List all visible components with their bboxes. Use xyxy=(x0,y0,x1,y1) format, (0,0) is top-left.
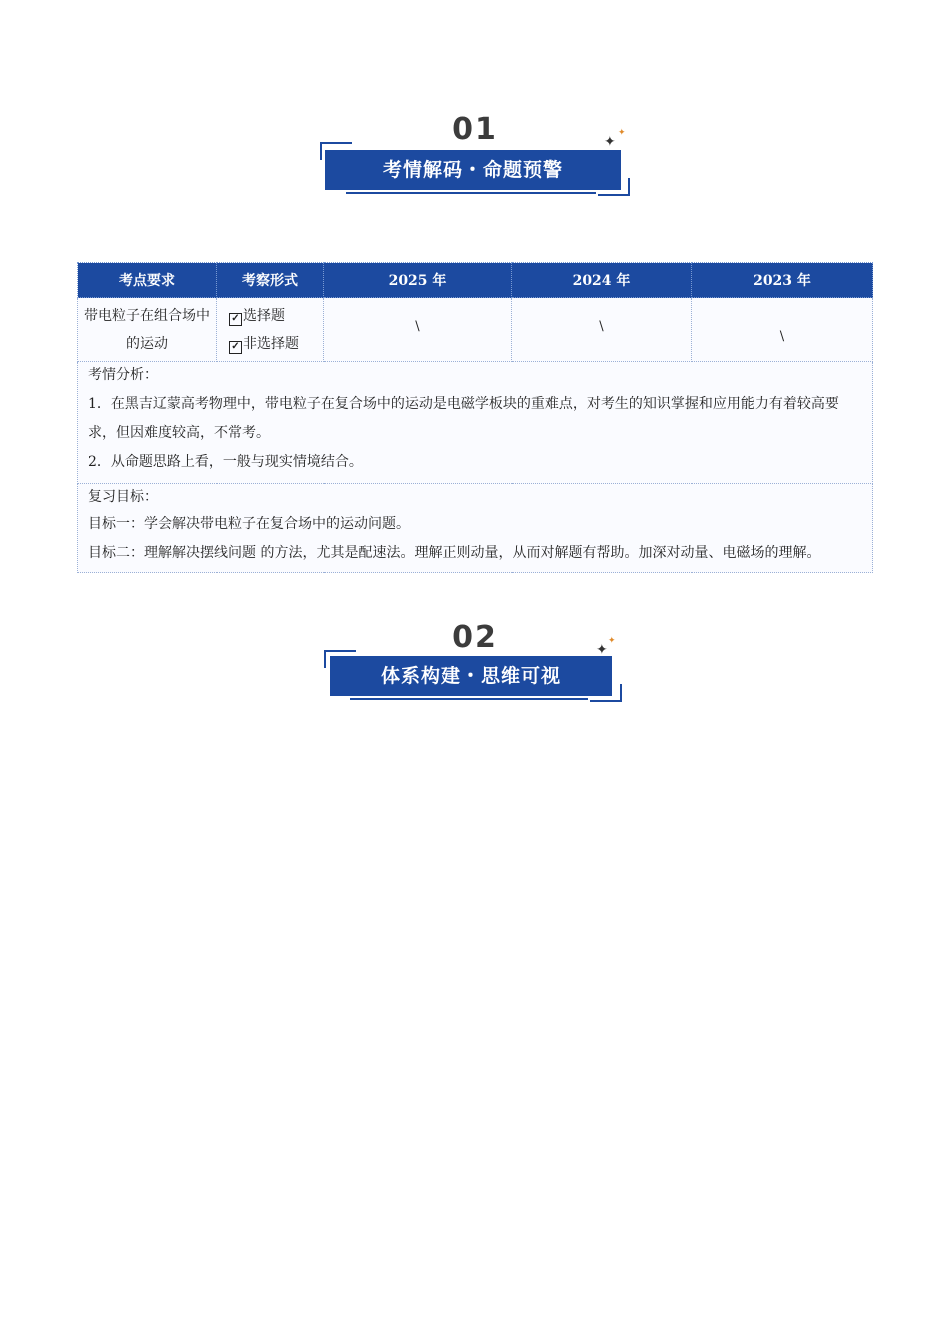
banner-frame-line xyxy=(346,192,596,194)
sparkle-icon: ✦ xyxy=(618,128,626,138)
review-title: 复习目标： xyxy=(88,489,158,505)
year-2023-cell: \ xyxy=(692,298,873,362)
banner-frame-corner xyxy=(598,178,630,196)
header-year-2025: 2025 年 xyxy=(324,263,512,298)
section-banner-1 xyxy=(0,112,950,202)
review-block xyxy=(78,484,873,573)
topic-cell: 带电粒子在组合场中的运动 xyxy=(78,298,217,362)
exam-analysis-table xyxy=(77,262,872,573)
review-item: 目标一：学会解决带电粒子在复合场中的运动问题。 xyxy=(88,516,410,532)
form-cell xyxy=(217,298,324,362)
year-2025-cell: \ xyxy=(324,298,512,362)
section-number: 02 xyxy=(452,620,498,655)
section-number: 01 xyxy=(452,112,498,147)
sparkle-icon: ✦ xyxy=(596,642,608,658)
table-row xyxy=(78,484,873,573)
sparkle-icon: ✦ xyxy=(604,134,616,150)
analysis-block xyxy=(78,362,873,484)
banner-frame-corner xyxy=(590,684,622,702)
year-2024-cell: \ xyxy=(512,298,692,362)
banner-frame-line xyxy=(350,698,588,700)
form-option-label: 选择题 xyxy=(243,307,285,324)
header-requirement: 考点要求 xyxy=(78,263,217,298)
review-item: 目标二：理解解决摆线问题 的方法，尤其是配速法。理解正则动量，从而对解题有帮助。加深对动量、电磁场的理解。 xyxy=(88,545,821,561)
table-row xyxy=(78,362,873,484)
section-title: 考情解码・命题预警 xyxy=(325,150,621,190)
form-option xyxy=(229,330,323,358)
checkbox-checked-icon: ✓ xyxy=(229,341,242,354)
section-title: 体系构建・思维可视 xyxy=(330,656,612,696)
sparkle-icon: ✦ xyxy=(608,636,616,646)
analysis-item: 2．从命题思路上看，一般与现实情境结合。 xyxy=(88,454,363,470)
table-row xyxy=(78,298,873,362)
analysis-item: 1．在黑吉辽蒙高考物理中，带电粒子在复合场中的运动是电磁学板块的重难点，对考生的知识掌握和应用能力有着较高要求，但因难度较高，不常考。 xyxy=(88,396,839,441)
header-year-2023: 2023 年 xyxy=(692,263,873,298)
header-form: 考察形式 xyxy=(217,263,324,298)
checkbox-checked-icon: ✓ xyxy=(229,313,242,326)
header-year-2024: 2024 年 xyxy=(512,263,692,298)
form-option-label: 非选择题 xyxy=(243,335,299,352)
table-header-row xyxy=(78,263,873,298)
form-option xyxy=(229,302,323,330)
analysis-title: 考情分析： xyxy=(88,367,158,383)
section-banner-2 xyxy=(0,620,950,710)
